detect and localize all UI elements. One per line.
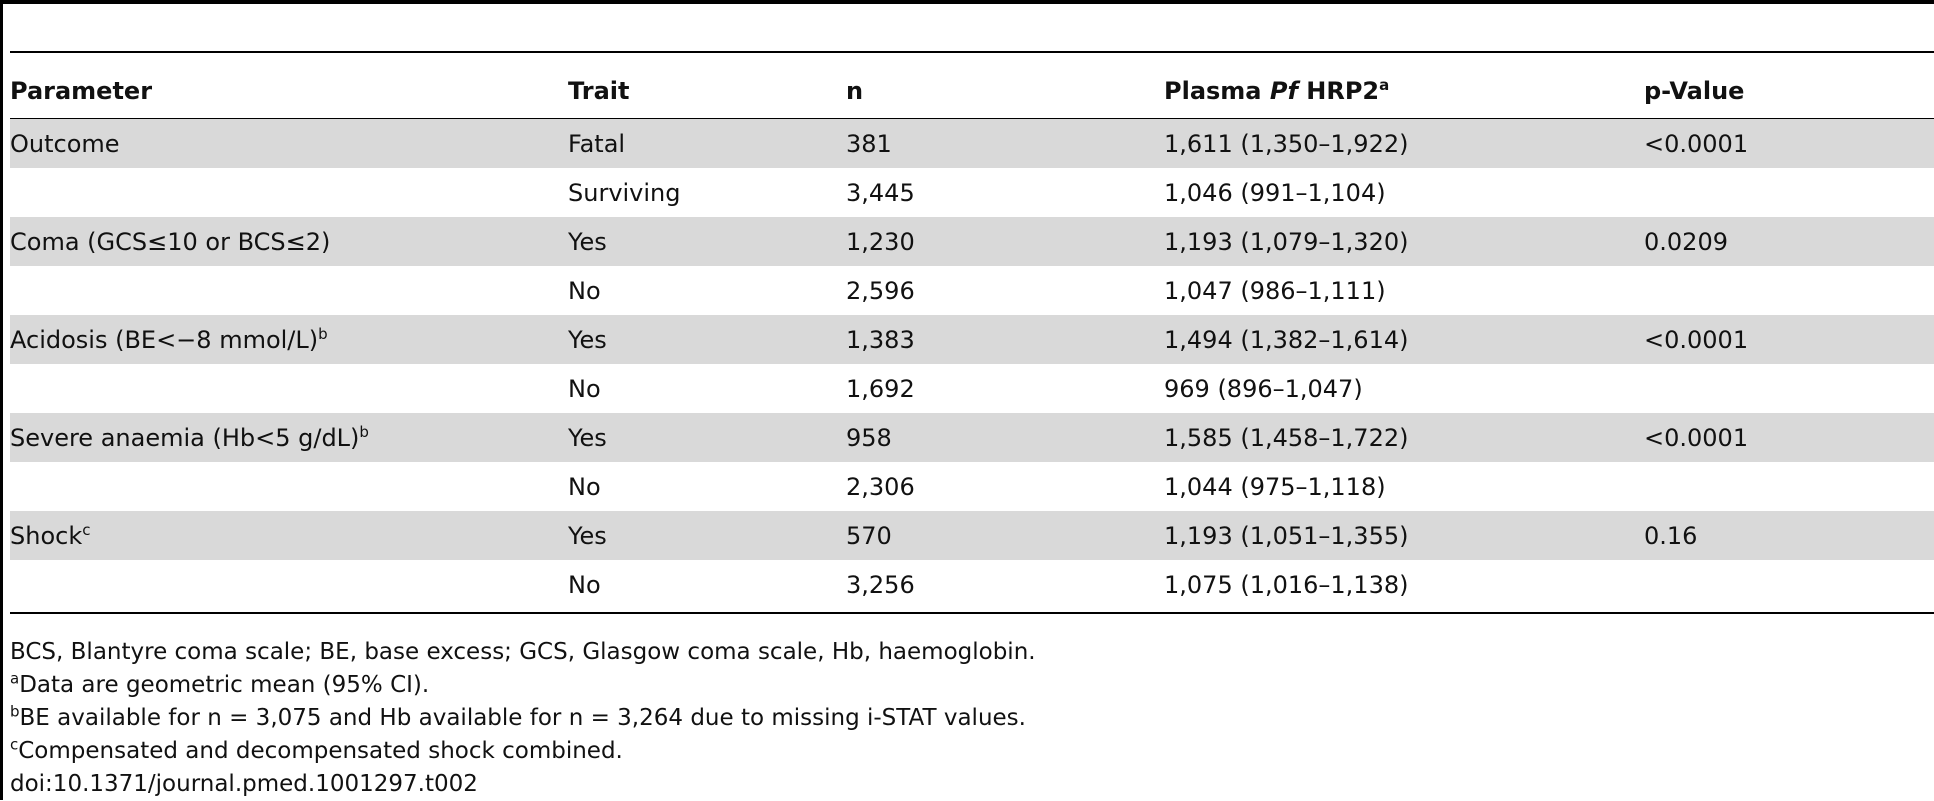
cell-n: 1,383 xyxy=(846,315,1164,364)
top-frame-border xyxy=(0,0,1934,4)
cell-pvalue xyxy=(1644,266,1934,315)
cell-trait: Yes xyxy=(568,315,846,364)
footnote-c xyxy=(10,735,1910,768)
cell-hrp2: 1,611 (1,350–1,922) xyxy=(1164,119,1644,168)
header-row xyxy=(10,63,1934,119)
parameter-footnote: b xyxy=(359,422,369,441)
cell-n: 1,692 xyxy=(846,374,915,403)
footnote-b-text: BE available for n = 3,075 and Hb available for n = 3,264 due to missing i-STAT values. xyxy=(19,705,1026,731)
table-row xyxy=(10,413,1934,462)
cell-hrp2: 1,047 (986–1,111) xyxy=(1164,276,1386,305)
cell-trait: No xyxy=(568,472,601,501)
doi-text: doi:10.1371/journal.pmed.1001297.t002 xyxy=(10,771,478,797)
header-pvalue: p-Value xyxy=(1644,77,1745,105)
cell-pvalue: <0.0001 xyxy=(1644,315,1934,364)
cell-parameter xyxy=(10,315,568,364)
header-parameter: Parameter xyxy=(10,77,153,105)
table-row xyxy=(10,315,1934,364)
table-body xyxy=(10,119,1934,609)
cell-parameter xyxy=(10,560,568,609)
cell-hrp2: 1,585 (1,458–1,722) xyxy=(1164,413,1644,462)
footnote-b xyxy=(10,702,1910,735)
footnote-c-text: Compensated and decompensated shock combined. xyxy=(18,738,623,764)
cell-parameter xyxy=(10,511,568,560)
cell-trait: Yes xyxy=(568,413,846,462)
cell-pvalue xyxy=(1644,168,1934,217)
cell-hrp2: 1,193 (1,051–1,355) xyxy=(1164,511,1644,560)
cell-parameter xyxy=(10,217,568,266)
left-frame-border xyxy=(0,0,3,800)
parameter-text: Outcome xyxy=(10,129,120,158)
results-table xyxy=(10,63,1934,609)
cell-hrp2: 1,075 (1,016–1,138) xyxy=(1164,570,1409,599)
table-footnotes xyxy=(10,636,1910,801)
cell-trait: Yes xyxy=(568,511,846,560)
header-plasma-prefix: Plasma xyxy=(1164,77,1270,105)
cell-trait: No xyxy=(568,276,601,305)
table-row xyxy=(10,119,1934,168)
cell-pvalue xyxy=(1644,364,1934,413)
cell-trait: Yes xyxy=(568,217,846,266)
cell-n: 1,230 xyxy=(846,217,1164,266)
cell-n: 381 xyxy=(846,119,1164,168)
cell-parameter xyxy=(10,413,568,462)
parameter-text: Coma (GCS≤10 or BCS≤2) xyxy=(10,227,331,256)
cell-pvalue xyxy=(1644,560,1934,609)
table-row xyxy=(10,217,1934,266)
table-row xyxy=(10,462,1934,511)
cell-hrp2: 969 (896–1,047) xyxy=(1164,374,1363,403)
cell-n: 570 xyxy=(846,511,1164,560)
cell-n: 2,596 xyxy=(846,276,915,305)
cell-n: 2,306 xyxy=(846,472,915,501)
header-plasma-footnote: a xyxy=(1379,76,1390,94)
table-row xyxy=(10,364,1934,413)
header-plasma-hrp2 xyxy=(1164,63,1644,119)
cell-pvalue: 0.0209 xyxy=(1644,217,1934,266)
cell-n: 3,445 xyxy=(846,178,915,207)
table-row xyxy=(10,560,1934,609)
header-plasma-italic: Pf xyxy=(1269,77,1298,105)
cell-hrp2: 1,494 (1,382–1,614) xyxy=(1164,315,1644,364)
table-bottom-rule xyxy=(10,612,1934,614)
footnote-a-text: Data are geometric mean (95% CI). xyxy=(19,672,430,698)
parameter-text: Acidosis (BE<−8 mmol/L) xyxy=(10,325,319,354)
abbreviations-note: BCS, Blantyre coma scale; BE, base excess; GCS, Glasgow coma scale, Hb, haemoglobin. xyxy=(10,639,1036,665)
cell-trait: Surviving xyxy=(568,178,681,207)
cell-parameter xyxy=(10,266,568,315)
cell-hrp2: 1,046 (991–1,104) xyxy=(1164,178,1386,207)
header-plasma-suffix: HRP2 xyxy=(1297,77,1380,105)
parameter-footnote: c xyxy=(82,520,91,539)
cell-parameter xyxy=(10,119,568,168)
cell-n: 3,256 xyxy=(846,570,915,599)
parameter-footnote: b xyxy=(318,324,328,343)
footnote-c-mark: c xyxy=(10,735,19,754)
cell-parameter xyxy=(10,168,568,217)
cell-hrp2: 1,193 (1,079–1,320) xyxy=(1164,217,1644,266)
footnote-b-mark: b xyxy=(10,702,20,721)
cell-parameter xyxy=(10,462,568,511)
parameter-text: Shock xyxy=(10,521,83,550)
cell-n: 958 xyxy=(846,413,1164,462)
table-top-rule xyxy=(10,51,1934,53)
cell-trait: No xyxy=(568,570,601,599)
header-n: n xyxy=(846,77,864,105)
table-row xyxy=(10,168,1934,217)
cell-hrp2: 1,044 (975–1,118) xyxy=(1164,472,1386,501)
cell-trait: No xyxy=(568,374,601,403)
cell-trait: Fatal xyxy=(568,119,846,168)
cell-pvalue: 0.16 xyxy=(1644,511,1934,560)
header-trait: Trait xyxy=(568,77,630,105)
footnote-a-mark: a xyxy=(10,669,20,688)
cell-parameter xyxy=(10,364,568,413)
table-row xyxy=(10,266,1934,315)
cell-pvalue xyxy=(1644,462,1934,511)
footnote-a xyxy=(10,669,1910,702)
table-row xyxy=(10,511,1934,560)
cell-pvalue: <0.0001 xyxy=(1644,119,1934,168)
cell-pvalue: <0.0001 xyxy=(1644,413,1934,462)
parameter-text: Severe anaemia (Hb<5 g/dL) xyxy=(10,423,360,452)
